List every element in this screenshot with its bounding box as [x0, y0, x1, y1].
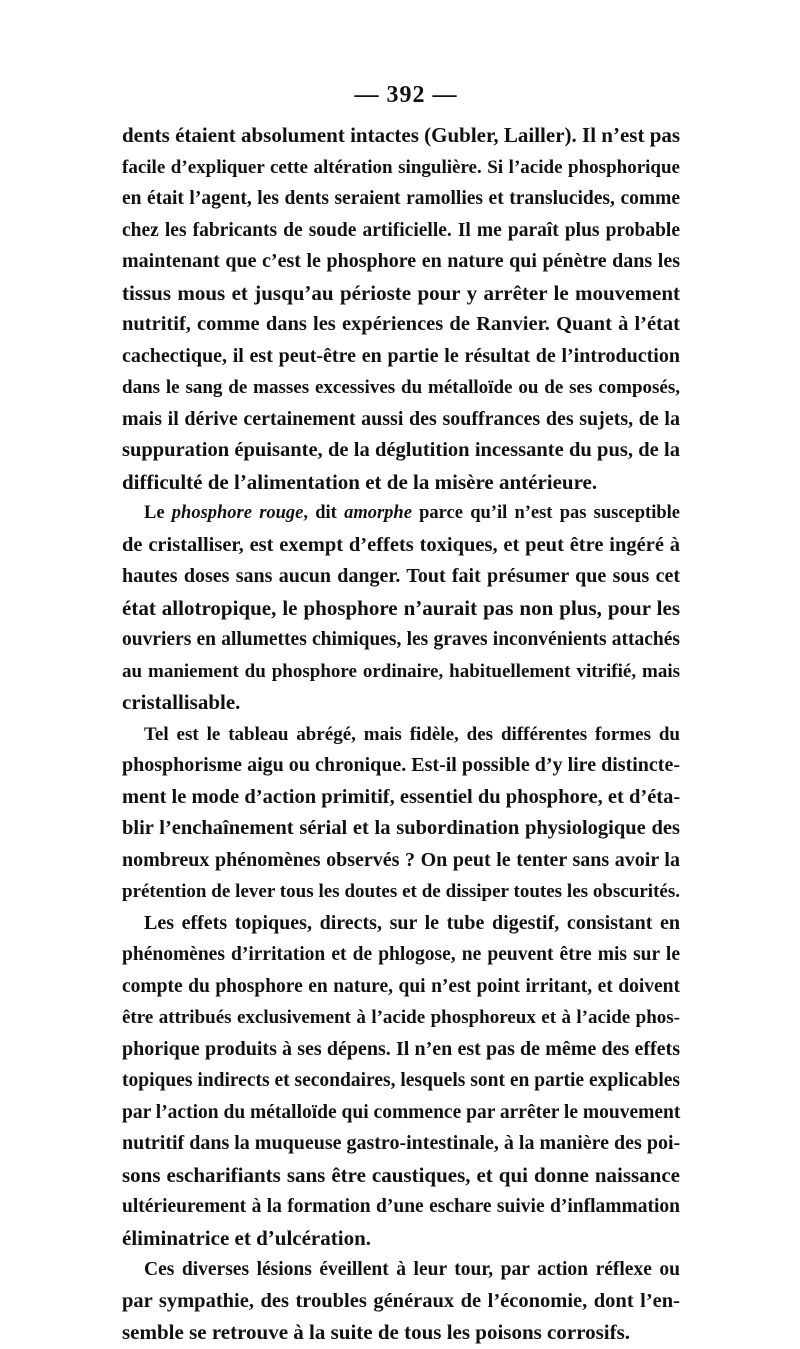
text-line: maintenant que c’est le phosphore en nature qui pénètre dans les	[122, 250, 680, 272]
text-line: prétention de lever tous les doutes et de dissiper toutes les obscurités.	[122, 881, 680, 902]
text-line: état allotropique, le phosphore n’aurait pas non plus, pour les	[122, 595, 680, 620]
text-line: difficulté de l’alimentation et de la misère antérieure.	[122, 469, 598, 494]
text-line: ouvriers en allumettes chimiques, les graves inconvénients attachés	[122, 629, 680, 650]
text-line: nutritif dans la muqueuse gastro-intestinale, à la manière des poi-	[122, 1132, 681, 1154]
text-line: être attribués exclusivement à l’acide phosphoreux et à l’acide phos-	[122, 1007, 680, 1028]
text-line: mais il dérive certainement aussi des souffrances des sujets, de la	[122, 407, 680, 430]
text-line: cachectique, il est peut-être en partie le résultat de l’introduction	[122, 344, 680, 367]
body-text	[122, 120, 680, 1349]
text-line: de cristalliser, est exempt d’effets toxiques, et peut être ingéré à	[122, 533, 680, 556]
text-line: nutritif, comme dans les expériences de Ranvier. Quant à l’état	[122, 313, 680, 335]
text-line: en était l’agent, les dents seraient ramollies et translucides, comme	[122, 188, 680, 209]
text-line: par sympathie, des troubles généraux de l’économie, dont l’en-	[122, 1289, 680, 1312]
text-line: facile d’expliquer cette altération singulière. Si l’acide phosphorique	[122, 156, 680, 178]
text-line: au maniement du phosphore ordinaire, habituellement vitrifié, mais	[122, 660, 680, 682]
text-line: nombreux phénomènes observés ? On peut le tenter sans avoir la	[122, 848, 680, 871]
text-line: topiques indirects et secondaires, lesquels sont en partie explicables	[122, 1070, 680, 1091]
text-line: cristallisable.	[122, 690, 241, 714]
text-line: semble se retrouve à la suite de tous les poisons corrosifs.	[122, 1320, 631, 1344]
paragraph-start-line: Le phosphore rouge, dit amorphe parce qu’il n’est pas susceptible	[144, 503, 680, 523]
page-number: — 392 —	[354, 82, 458, 108]
text-line: sons escharifiants sans être caustiques, et qui donne naissance	[122, 1162, 680, 1187]
text-line: éliminatrice et d’ulcération.	[122, 1225, 372, 1250]
text-line: par l’action du métalloïde qui commence par arrêter le mouvement	[122, 1101, 681, 1123]
text-line: ment le mode d’action primitif, essentiel du phosphore, et d’éta-	[122, 785, 681, 808]
text-line: chez les fabricants de soude artificielle. Il me paraît plus probable	[122, 219, 680, 241]
paragraph-start-line: Tel est le tableau abrégé, mais fidèle, des différentes formes du	[144, 723, 680, 745]
text-line: hautes doses sans aucun danger. Tout fait présumer que sous cet	[122, 565, 680, 587]
text-line: compte du phosphore en nature, qui n’est point irritant, et doivent	[122, 975, 680, 997]
text-line: blir l’enchaînement sérial et la subordination physiologique des	[122, 817, 680, 839]
paragraph-start-line: Ces diverses lésions éveillent à leur tour, par action réflexe ou	[144, 1259, 680, 1280]
text-line: suppuration épuisante, de la déglutition incessante du pus, de la	[122, 439, 680, 461]
text-line: phosphorisme aigu ou chronique. Est-il possible d’y lire distincte-	[122, 754, 680, 776]
text-line: ultérieurement à la formation d’une eschare suivie d’inflammation	[122, 1196, 680, 1217]
text-line: phénomènes d’irritation et de phlogose, ne peuvent être mis sur le	[122, 944, 680, 965]
paragraph-start-line: Les effets topiques, directs, sur le tube digestif, consistant en	[144, 911, 680, 934]
text-line: tissus mous et jusqu’au périoste pour y arrêter le mouvement	[122, 280, 680, 305]
text-line: phorique produits à ses dépens. Il n’en est pas de même des effets	[122, 1037, 680, 1060]
text-line: dans le sang de masses excessives du métalloïde ou de ses composés,	[122, 377, 680, 398]
text-line: dents étaient absolument intactes (Gubler, Lailler). Il n’est pas	[122, 123, 681, 147]
